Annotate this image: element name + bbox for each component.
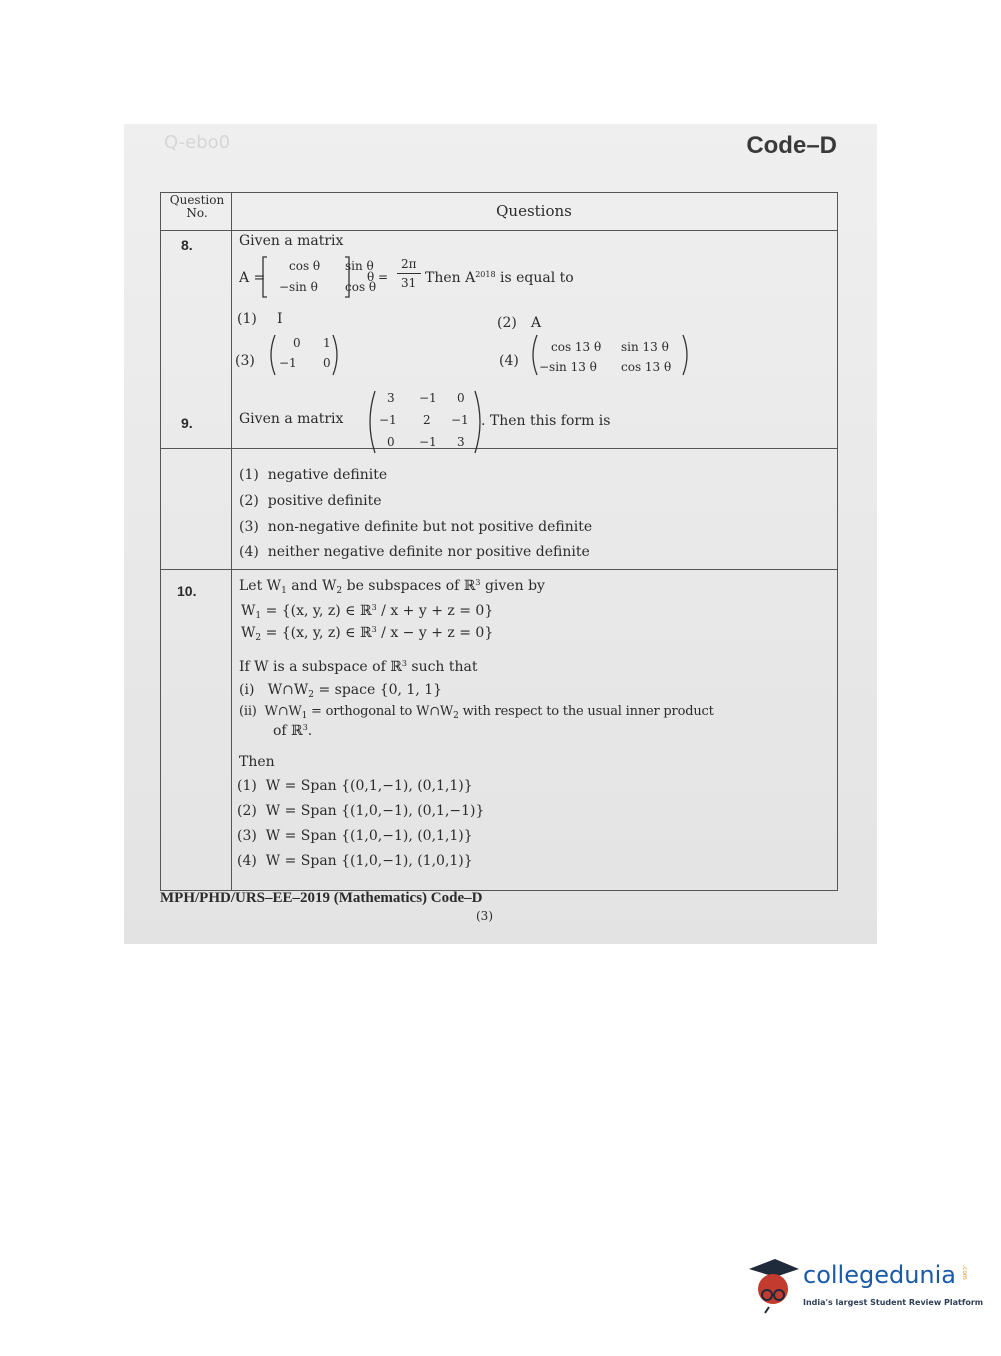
q10-option-1-number: (1) [237, 778, 257, 794]
q9-option-2 [239, 493, 382, 509]
q10-condition-1-b: = space {0, 1, 1} [318, 682, 443, 698]
column-divider [231, 193, 232, 890]
q9-option-4-text: neither negative definite nor positive definite [267, 544, 590, 560]
q9-matrix-r2c2: 2 [423, 413, 431, 427]
q10-w2-sub: 2 [255, 633, 262, 643]
q10-option-3-number: (3) [237, 828, 257, 844]
footer-text: MPH/PHD/URS–EE–2019 (Mathematics) Code–D [160, 890, 483, 906]
q10-w1-cube: 3 [371, 603, 377, 612]
q10-intro-sub2: 2 [336, 586, 343, 596]
q10-w2-b: = {(x, y, z) ∈ ℝ [265, 625, 372, 641]
question-no-header [164, 194, 230, 220]
q9-option-1-text: negative definite [267, 467, 388, 483]
q9-option-4 [239, 544, 590, 560]
questions-header: Questions [496, 202, 572, 220]
q10-condition-2-a: W∩W [264, 704, 302, 719]
q9-option-2-number: (2) [239, 493, 259, 509]
q8-m11: cos θ [289, 259, 321, 273]
q8-option-2-text: A [531, 315, 542, 331]
q9-option-3-text: non-negative definite but not positive definite [267, 519, 593, 535]
q9-matrix-r1c3: 0 [457, 391, 465, 405]
q9-tail: . Then this form is [481, 413, 611, 429]
q10-option-2-number: (2) [237, 803, 257, 819]
q10-if-cube: 3 [401, 659, 407, 668]
q9-option-1 [239, 467, 387, 483]
q10-condition-1-number: (i) [239, 682, 255, 698]
scanned-page [124, 124, 877, 944]
q10-intro-c: be subspaces of ℝ [346, 578, 476, 594]
q10-option-2-text: W = Span {(1,0,−1), (0,1,−1)} [265, 803, 485, 819]
q10-condition-2-cube: 3 [302, 723, 308, 732]
q9-matrix-r3c1: 0 [387, 435, 395, 449]
q8-power: 2018 [475, 270, 496, 279]
q10-if-a: If W is a subspace of ℝ [239, 659, 402, 675]
q10-option-4-text: W = Span {(1,0,−1), (1,0,1)} [265, 853, 473, 869]
q8-a-label: A = [239, 270, 266, 286]
q10-then: Then [239, 754, 275, 770]
q10-w1-sub: 1 [255, 611, 262, 621]
q10-condition-2-sub2: 2 [453, 711, 459, 721]
q8-option-4-m12: sin 13 θ [621, 340, 669, 354]
q10-w2-c: / x − y + z = 0} [381, 625, 494, 641]
q8-option-4-number: (4) [499, 353, 519, 369]
q8-option-4-m21: −sin 13 θ [539, 360, 597, 374]
q10-option-3-text: W = Span {(1,0,−1), (0,1,1)} [265, 828, 473, 844]
q10-w1-b: = {(x, y, z) ∈ ℝ [265, 603, 372, 619]
q8-option-3-parens [265, 333, 343, 377]
q8-then-text: Then A [425, 270, 476, 286]
q8-m21: −sin θ [279, 280, 318, 294]
q8-option-4-m11: cos 13 θ [551, 340, 602, 354]
collegedunia-logo [745, 1255, 984, 1315]
q9-option-2-text: positive definite [267, 493, 382, 509]
q8-intro: Given a matrix [239, 233, 344, 249]
paper-code: Code–D [746, 132, 837, 159]
q8-theta-label: θ = [367, 270, 389, 284]
q10-condition-2-number: (ii) [239, 704, 257, 719]
logo-dotcom: .com [961, 1265, 968, 1280]
q10-condition-2 [239, 704, 714, 721]
q10-condition-2-cont [273, 723, 312, 739]
q8-tail: is equal to [500, 270, 574, 286]
q10-w1-c: / x + y + z = 0} [381, 603, 494, 619]
row-divider-q9 [161, 448, 837, 449]
q10-intro-a: Let W [239, 578, 282, 594]
q9-matrix-r3c3: 3 [457, 435, 465, 449]
q9-option-3-number: (3) [239, 519, 259, 535]
q10-condition-1 [239, 682, 442, 700]
q8-theta-denominator: 31 [401, 276, 417, 290]
q10-condition-2-d: of ℝ [273, 723, 303, 739]
header-divider [161, 230, 837, 231]
q10-if-b: such that [411, 659, 478, 675]
q10-intro-b: and W [291, 578, 337, 594]
q10-w1-a: W [241, 603, 256, 619]
q10-condition-2-sub1: 1 [301, 711, 308, 721]
q8-then [425, 270, 574, 286]
page-number: (3) [476, 909, 493, 923]
q8-option-4-m22: cos 13 θ [621, 360, 672, 374]
q10-intro-sub1: 1 [281, 586, 287, 596]
question-8-number: 8. [181, 237, 193, 253]
q10-option-3 [237, 828, 473, 844]
q10-w1-definition [241, 603, 493, 621]
q10-option-4 [237, 853, 473, 869]
q8-option-3-m21: −1 [279, 356, 297, 370]
q8-m12: sin θ [345, 259, 374, 273]
question-10-number: 10. [177, 583, 197, 599]
q10-w2-cube: 3 [371, 625, 377, 634]
q10-condition-1-a: W∩W [267, 682, 309, 698]
logo-wordmark: collegedunia [803, 1261, 957, 1289]
q8-option-1-number: (1) [237, 311, 257, 327]
q8-option-3-m22: 0 [323, 356, 331, 370]
q9-intro: Given a matrix [239, 411, 344, 427]
q9-option-3 [239, 519, 592, 535]
q8-option-1-text: I [277, 311, 283, 327]
q9-option-4-number: (4) [239, 544, 259, 560]
q9-matrix-r2c1: −1 [379, 413, 397, 427]
q10-condition-2-e: . [307, 723, 313, 739]
q10-w2-a: W [241, 625, 256, 641]
q10-option-2 [237, 803, 484, 819]
q10-intro-d: given by [484, 578, 545, 594]
q10-option-1-text: W = Span {(0,1,−1), (0,1,1)} [265, 778, 473, 794]
row-divider-q10 [161, 569, 837, 570]
q8-option-3-m12: 1 [323, 336, 331, 350]
q10-condition-2-c: with respect to the usual inner product [462, 704, 714, 719]
q10-w2-definition [241, 625, 493, 643]
q10-condition-2-b: = orthogonal to W∩W [311, 704, 454, 719]
q10-option-4-number: (4) [237, 853, 257, 869]
q10-condition-intro [239, 659, 478, 675]
q8-fraction-bar [397, 273, 421, 274]
q10-condition-1-sub: 2 [308, 690, 315, 700]
logo-tagline: India's largest Student Review Platform [803, 1298, 984, 1307]
question-no-header-line2: No. [186, 206, 208, 220]
ghost-code-text: Q-ebo0 [164, 132, 231, 153]
question-no-header-line1: Question [169, 193, 225, 207]
q9-option-1-number: (1) [239, 467, 259, 483]
q9-matrix-r2c3: −1 [451, 413, 469, 427]
q10-intro-cube: 3 [475, 578, 481, 587]
mascot-icon [745, 1255, 801, 1315]
q9-matrix-r1c2: −1 [419, 391, 437, 405]
q8-option-3-m11: 0 [293, 336, 301, 350]
question-9-number: 9. [181, 415, 193, 431]
q9-matrix-r3c2: −1 [419, 435, 437, 449]
q8-option-2-number: (2) [497, 315, 517, 331]
q8-option-3-number: (3) [235, 353, 255, 369]
q10-option-1 [237, 778, 473, 794]
q9-matrix-r1c1: 3 [387, 391, 395, 405]
q10-intro [239, 578, 545, 596]
q8-m22: cos θ [345, 280, 377, 294]
q8-theta-numerator: 2π [401, 257, 417, 271]
question-table [160, 192, 838, 891]
